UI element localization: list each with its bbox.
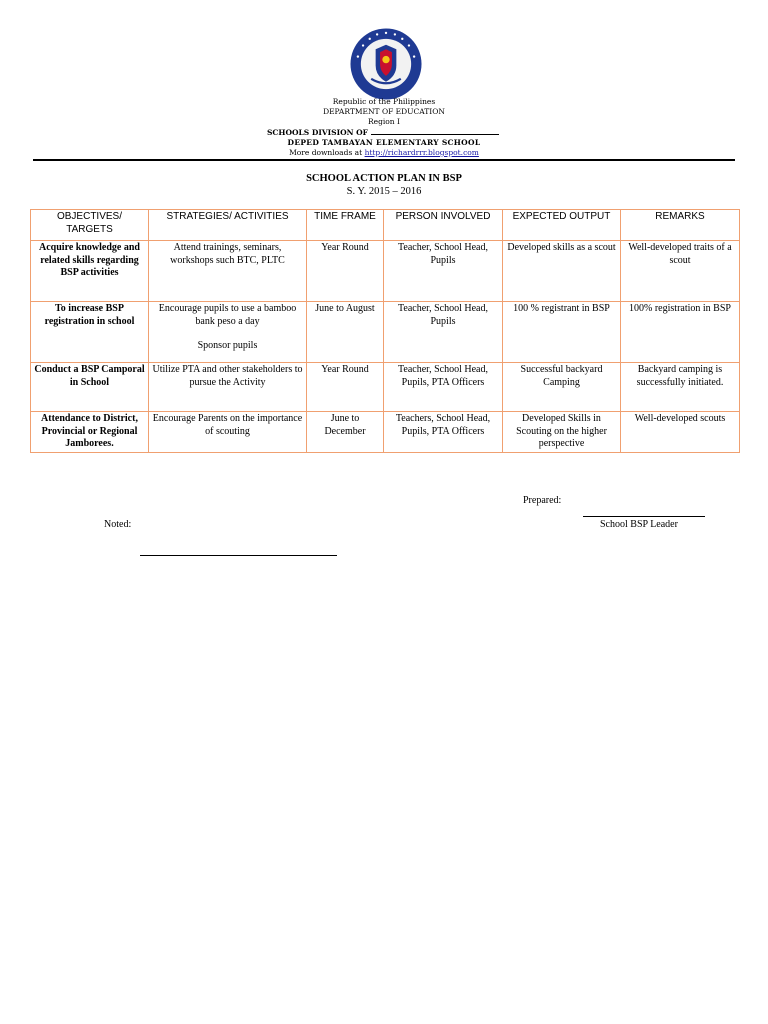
output-cell: Successful backyard Camping (503, 363, 621, 412)
output-cell: Developed skills as a scout (503, 241, 621, 302)
deped-seal-logo (349, 27, 423, 101)
department-line: DEPARTMENT OF EDUCATION (323, 107, 445, 116)
header-expected-output: EXPECTED OUTPUT (503, 210, 621, 241)
school-name: DEPED TAMBAYAN ELEMENTARY SCHOOL (287, 138, 481, 147)
persons-cell: Teacher, School Head, Pupils (384, 302, 503, 363)
table-row (31, 302, 740, 363)
division-label: SCHOOLS DIVISION OF (267, 128, 368, 137)
division-line (0, 127, 768, 138)
persons-cell: Teacher, School Head, Pupils, PTA Officers (384, 363, 503, 412)
header-strategies: STRATEGIES/ ACTIVITIES (149, 210, 307, 241)
objective-cell: Conduct a BSP Camporal in School (31, 363, 149, 412)
table-row (31, 412, 740, 453)
noted-signature-line (140, 555, 337, 556)
time-frame-cell: June to August (307, 302, 384, 363)
strategy-cell (149, 302, 307, 363)
division-blank (371, 127, 499, 135)
objective-cell: To increase BSP registration in school (31, 302, 149, 363)
prepared-signature-line (583, 516, 705, 517)
table-row (31, 241, 740, 302)
header-time-frame: TIME FRAME (307, 210, 384, 241)
persons-cell: Teacher, School Head, Pupils (384, 241, 503, 302)
time-frame-cell: June to December (307, 412, 384, 453)
remarks-cell: Well-developed scouts (621, 412, 740, 453)
document-title: SCHOOL ACTION PLAN IN BSP (306, 173, 462, 184)
prepared-label: Prepared: (523, 495, 562, 506)
spacer (152, 328, 303, 340)
objective-cell: Acquire knowledge and related skills regarding BSP activities (31, 241, 149, 302)
letterhead (0, 97, 768, 158)
school-year: S. Y. 2015 – 2016 (346, 186, 422, 197)
strategy-cell: Attend trainings, seminars, workshops such BTC, PLTC (149, 241, 307, 302)
header-objectives: OBJECTIVES/ TARGETS (31, 210, 149, 241)
prepared-role: School BSP Leader (600, 519, 678, 530)
action-plan-table (30, 209, 740, 453)
remarks-cell: Backyard camping is successfully initiated. (621, 363, 740, 412)
region-line: Region I (368, 117, 400, 126)
persons-cell: Teachers, School Head, Pupils, PTA Officers (384, 412, 503, 453)
strategy-extra-text: Sponsor pupils (197, 340, 258, 351)
header-person-involved: PERSON INVOLVED (384, 210, 503, 241)
strategy-cell: Encourage Parents on the importance of scouting (149, 412, 307, 453)
remarks-cell: Well-developed traits of a scout (621, 241, 740, 302)
objective-cell: Attendance to District, Provincial or Regional Jamborees. (31, 412, 149, 453)
header-rule (33, 159, 735, 161)
output-cell: 100 % registrant in BSP (503, 302, 621, 363)
republic-line: Republic of the Philippines (332, 97, 436, 106)
downloads-link[interactable]: http://richardrrr.blogspot.com (364, 148, 479, 157)
strategy-text: Encourage pupils to use a bamboo bank peso a day (158, 303, 297, 327)
strategy-cell: Utilize PTA and other stakeholders to pursue the Activity (149, 363, 307, 412)
header-remarks: REMARKS (621, 210, 740, 241)
remarks-cell: 100% registration in BSP (621, 302, 740, 363)
downloads-line (0, 148, 768, 158)
table-header-row (31, 210, 740, 241)
time-frame-cell: Year Round (307, 241, 384, 302)
noted-label: Noted: (104, 519, 132, 530)
output-cell: Developed Skills in Scouting on the higher perspective (503, 412, 621, 453)
downloads-prefix: More downloads at (289, 148, 365, 157)
time-frame-cell: Year Round (307, 363, 384, 412)
table-row (31, 363, 740, 412)
